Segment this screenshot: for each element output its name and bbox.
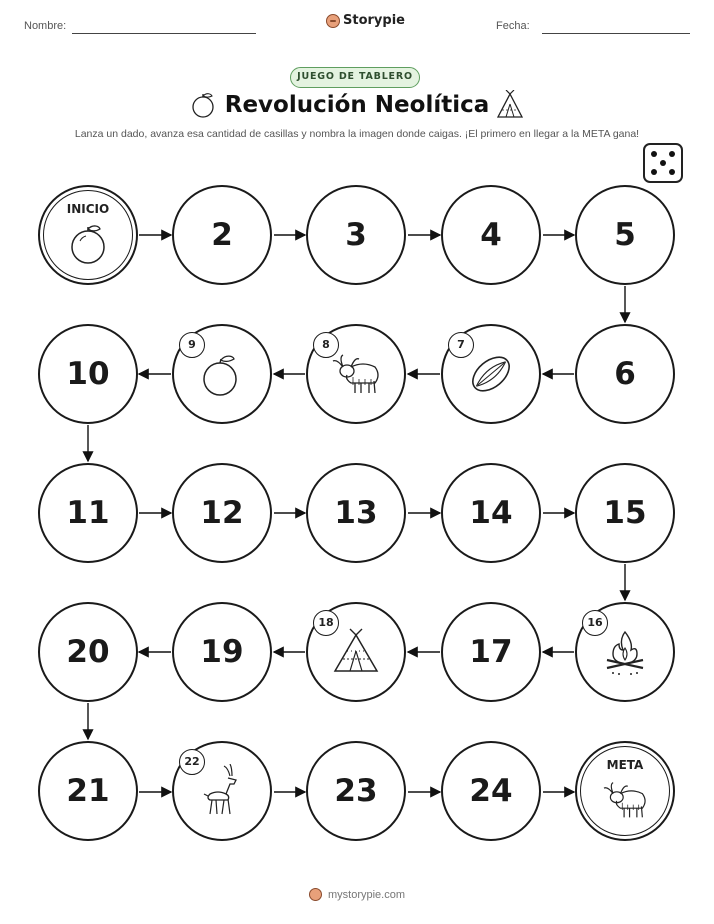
board-space[interactable] xyxy=(441,602,541,702)
name-label: Nombre: xyxy=(24,20,67,32)
space-number: 4 xyxy=(480,217,502,253)
yak-icon xyxy=(329,351,383,397)
space-number: 12 xyxy=(200,495,244,531)
space-number: 20 xyxy=(66,634,110,670)
orange-icon xyxy=(68,223,108,265)
page-title: Revolución Neolítica xyxy=(224,92,490,118)
board-space[interactable] xyxy=(575,324,675,424)
board-space-picture[interactable] xyxy=(172,324,272,424)
storypie-face-icon xyxy=(309,888,322,901)
goal-label: META xyxy=(606,758,644,772)
footer xyxy=(309,888,405,901)
board-space[interactable] xyxy=(38,324,138,424)
brand-name: Storypie xyxy=(343,13,405,28)
instructions: Lanza un dado, avanza esa cantidad de casillas y nombra la imagen donde caigas. ¡El primero en llegar a la META gana! xyxy=(74,128,640,140)
board-space[interactable] xyxy=(306,463,406,563)
board-space-start[interactable] xyxy=(38,185,138,285)
space-number: 14 xyxy=(469,495,513,531)
date-label: Fecha: xyxy=(496,20,530,32)
board-space-picture[interactable] xyxy=(306,324,406,424)
gazelle-icon xyxy=(200,764,244,818)
start-label: INICIO xyxy=(66,202,110,216)
space-number: 5 xyxy=(614,217,636,253)
board-space-goal[interactable] xyxy=(575,741,675,841)
board-space[interactable] xyxy=(172,463,272,563)
space-number: 15 xyxy=(603,495,647,531)
board-space[interactable] xyxy=(306,741,406,841)
space-number: 6 xyxy=(614,356,636,392)
space-number: 11 xyxy=(66,495,110,531)
board-space-picture[interactable] xyxy=(441,324,541,424)
board-space[interactable] xyxy=(38,602,138,702)
orange-icon xyxy=(200,351,244,397)
space-number-badge: 22 xyxy=(179,749,205,775)
space-number: 21 xyxy=(66,773,110,809)
board-space[interactable] xyxy=(38,741,138,841)
board-space[interactable] xyxy=(172,602,272,702)
space-number-badge: 7 xyxy=(448,332,474,358)
board-space[interactable] xyxy=(575,463,675,563)
space-number: 10 xyxy=(66,356,110,392)
board-space[interactable] xyxy=(441,185,541,285)
space-number: 2 xyxy=(211,217,233,253)
board-space[interactable] xyxy=(575,185,675,285)
board-space[interactable] xyxy=(38,463,138,563)
yak-icon xyxy=(600,779,650,821)
space-number-badge: 9 xyxy=(179,332,205,358)
space-number: 24 xyxy=(469,773,513,809)
space-number: 19 xyxy=(200,634,244,670)
space-number-badge: 8 xyxy=(313,332,339,358)
game-type-badge: JUEGO DE TABLERO xyxy=(290,67,420,88)
board-space-picture[interactable] xyxy=(306,602,406,702)
space-number: 17 xyxy=(469,634,513,670)
space-number: 23 xyxy=(334,773,378,809)
space-number: 3 xyxy=(345,217,367,253)
board-space[interactable] xyxy=(441,463,541,563)
tent-icon xyxy=(329,627,383,677)
seed-icon xyxy=(466,349,516,399)
board-space[interactable] xyxy=(306,185,406,285)
footer-url[interactable]: mystorypie.com xyxy=(328,888,406,901)
space-number-badge: 18 xyxy=(313,610,339,636)
board-space[interactable] xyxy=(441,741,541,841)
board-space-picture[interactable] xyxy=(172,741,272,841)
board-space-picture[interactable] xyxy=(575,602,675,702)
space-number-badge: 16 xyxy=(582,610,608,636)
campfire-icon xyxy=(603,628,647,676)
board-space[interactable] xyxy=(172,185,272,285)
space-number: 13 xyxy=(334,495,378,531)
